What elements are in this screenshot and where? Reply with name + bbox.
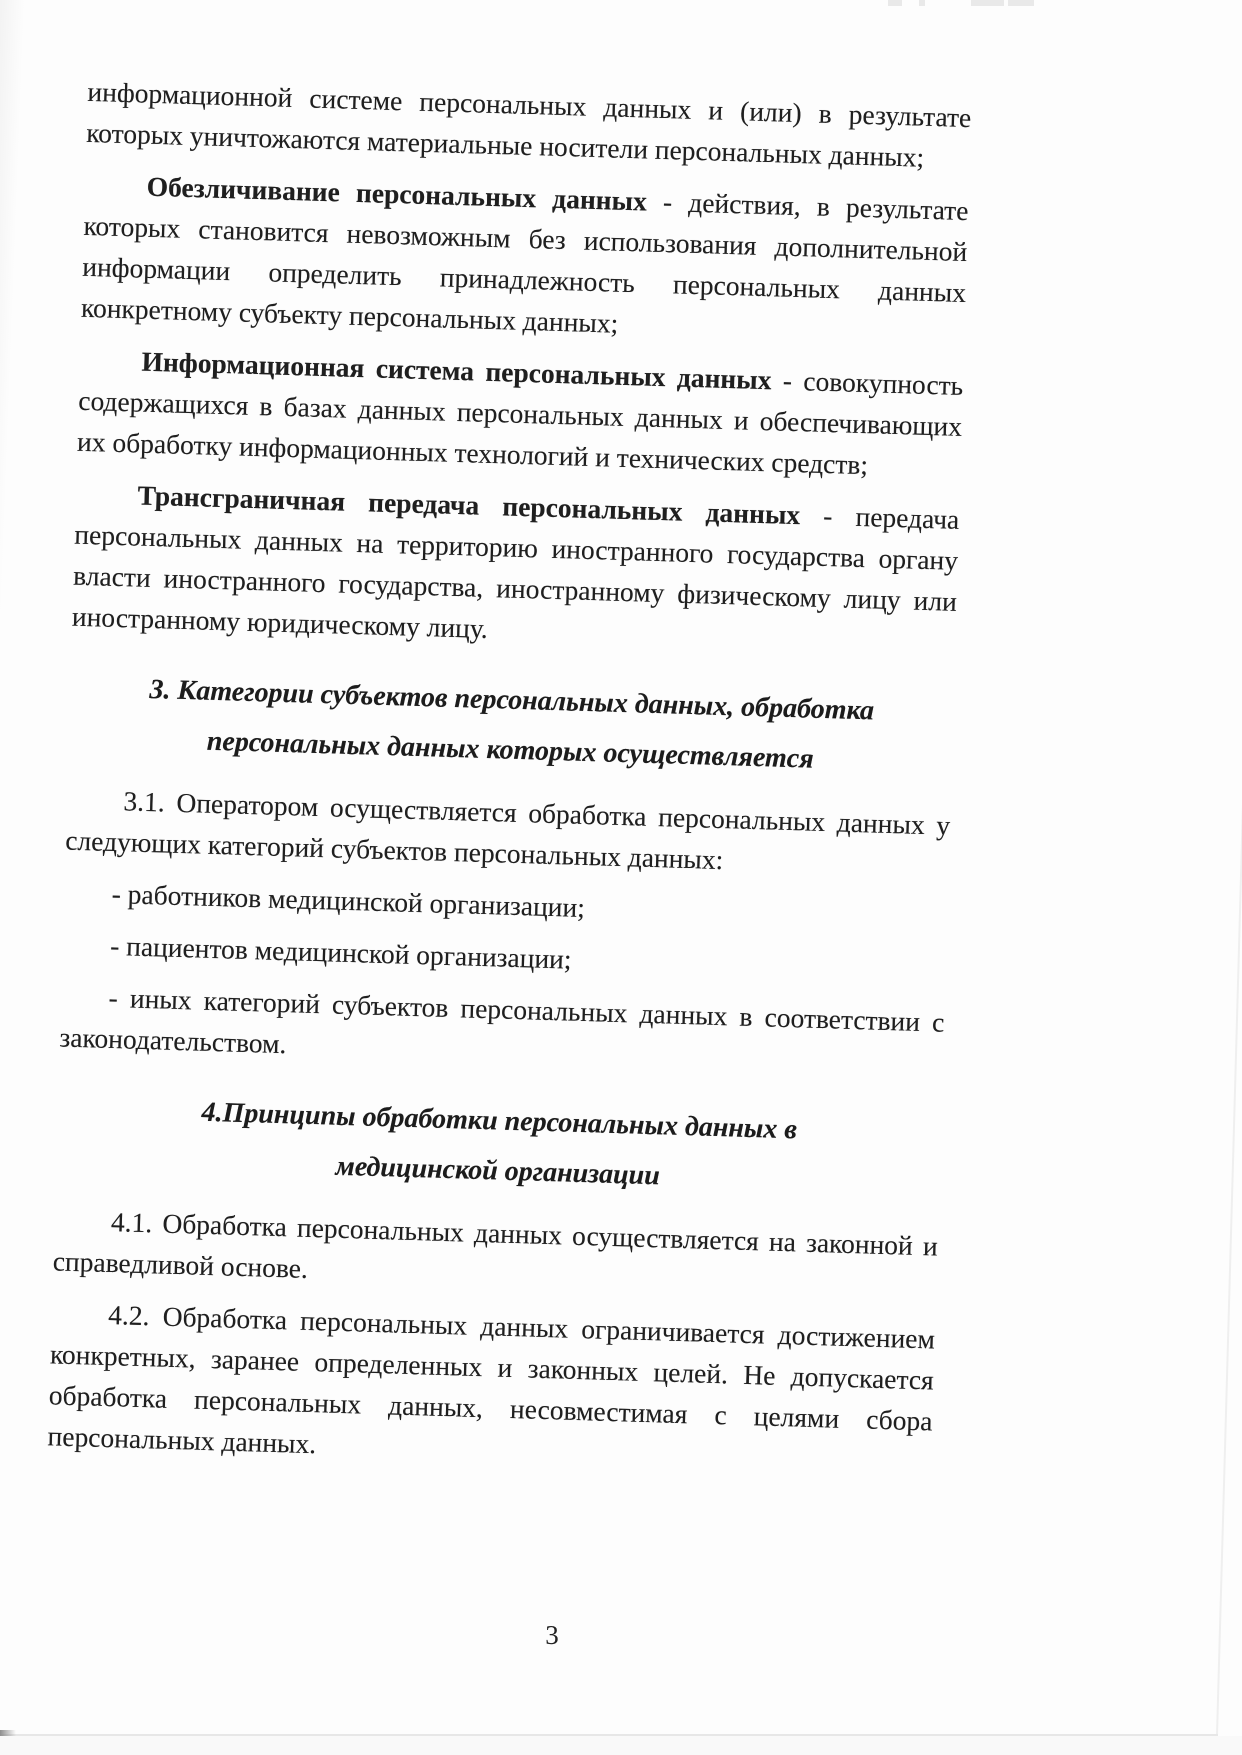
term-paragraph-transgranichnaya bbox=[71, 473, 959, 663]
paragraph-continuation: информационной системе персональных данных и (или) в результате которых уничтожаются материальные носители персональных данных; bbox=[85, 75, 972, 173]
term-paragraph-obezlichivanie bbox=[81, 164, 969, 354]
list-item-workers: - работников медицинской организации; bbox=[111, 877, 586, 923]
scan-artifact-top-mark bbox=[971, 0, 1004, 6]
page-number: 3 bbox=[545, 1620, 559, 1650]
term-label: Информационная система персональных данных bbox=[141, 345, 772, 396]
term-label: Обезличивание персональных данных bbox=[146, 170, 648, 217]
paragraph-4-1: 4.1. Обработка персональных данных осуществляется на законной и справедливой основе. bbox=[52, 1206, 939, 1284]
paragraph-3-1: 3.1. Оператором осуществляется обработка персональных данных у следующих категорий субъектов персональных данных: bbox=[64, 785, 951, 876]
scan-artifact-corner-dash bbox=[0, 1730, 16, 1736]
list-item-patients: - пациентов медицинской организации; bbox=[109, 929, 573, 975]
scan-artifact-top-mark bbox=[919, 0, 925, 6]
page-edge-right bbox=[1216, 1, 1242, 1735]
list-item-other-categories: - иных категорий субъектов персональных данных в соответствии с законодательством. bbox=[59, 981, 945, 1060]
term-label: Трансграничная передача персональных данных bbox=[137, 479, 801, 531]
scan-artifact-left-shade bbox=[0, 0, 26, 611]
term-definition: - передача персональных данных на территорию иностранного государства органу власти иностранного государства, иностранному физическому лицу или иностранному юридическому лицу. bbox=[71, 499, 960, 644]
section-heading-3: 3. Категории субъектов персональных данных, обработка персональных данных которых осуществляется bbox=[148, 673, 875, 775]
section-heading-4: 4.Принципы обработки персональных данных в медицинской организации bbox=[201, 1096, 798, 1192]
scan-artifact-top-mark bbox=[1008, 0, 1034, 6]
term-paragraph-info-system bbox=[77, 339, 964, 488]
term-definition: - совокупность содержащихся в базах данных персональных данных и обеспечивающих их обработку информационных технологий и технических средств; bbox=[76, 364, 964, 481]
document-content bbox=[47, 71, 972, 1494]
term-definition: - действия, в результате которых становится невозможным без использования дополнительной информации определить принадлежность персональных данных конкретному субъекту персональных данных; bbox=[80, 185, 969, 339]
paragraph-4-2: 4.2. Обработка персональных данных ограничивается достижением конкретных, заранее определенных и законных целей. Не допускается обработка персональных данных, несовместимая с целями сбора персональных данных. bbox=[47, 1299, 936, 1460]
scanner-background bbox=[0, 1736, 1242, 1755]
page-edge-bottom bbox=[0, 1734, 1218, 1736]
scan-artifact-top-mark bbox=[888, 0, 902, 6]
